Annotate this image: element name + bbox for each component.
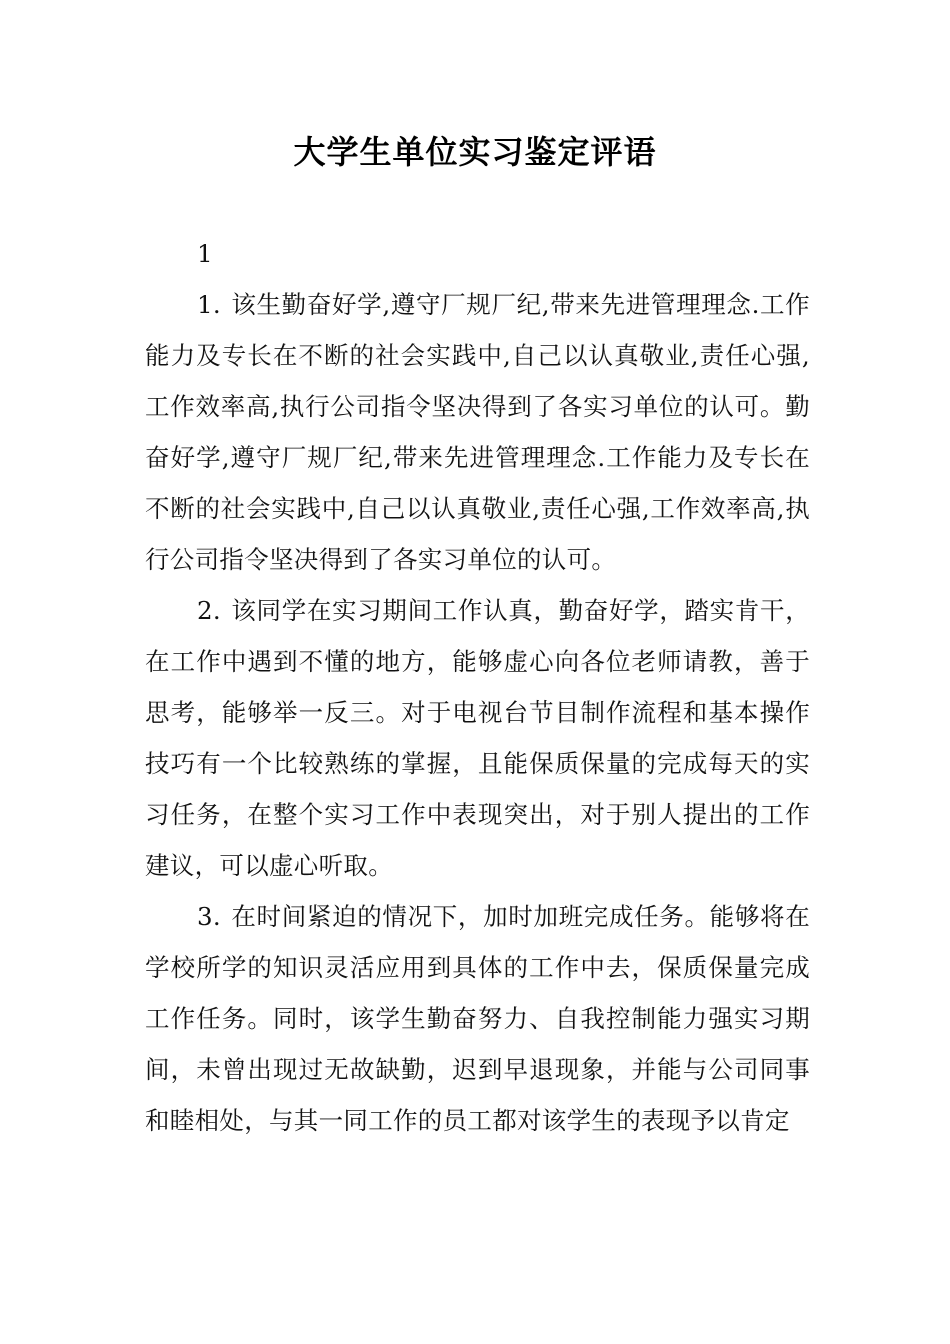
paragraph-2-text: 该同学在实习期间工作认真，勤奋好学，踏实肯干，在工作中遇到不懂的地方，能够虚心向各位老师请教，善于思考，能够举一反三。对于电视台节目制作流程和基本操作技巧有一个比较熟练的掌握，且能保质保量的完成每天的实习任务，在整个实习工作中表现突出，对于别人提出的工作建议，可以虚心听取。 (145, 596, 810, 880)
paragraph-1 (145, 279, 810, 585)
section-marker (145, 228, 810, 279)
paragraph-3-text: 在时间紧迫的情况下，加时加班完成任务。能够将在学校所学的知识灵活应用到具体的工作中去，保质保量完成工作任务。同时，该学生勤奋努力、自我控制能力强实习期间，未曾出现过无故缺勤，迟到早退现象，并能与公司同事和睦相处，与其一同工作的员工都对该学生的表现予以肯定 (145, 902, 810, 1135)
document-title: 大学生单位实习鉴定评语 (293, 133, 657, 171)
paragraph-3-number: 3. (197, 902, 221, 931)
paragraph-3 (145, 891, 810, 1146)
section-marker-text: 1 (197, 239, 213, 268)
paragraph-2 (145, 585, 810, 891)
paragraph-2-number: 2. (197, 596, 221, 625)
document-body (145, 228, 810, 1146)
paragraph-1-text: 该生勤奋好学,遵守厂规厂纪,带来先进管理理念.工作能力及专长在不断的社会实践中,自己以认真敬业,责任心强,工作效率高,执行公司指令坚决得到了各实习单位的认可。勤奋好学,遵守厂规厂纪,带来先进管理理念.工作能力及专长在不断的社会实践中,自己以认真敬业,责任心强,工作效率高,执行公司指令坚决得到了各实习单位的认可。 (145, 290, 810, 574)
paragraph-1-number: 1. (197, 290, 221, 319)
